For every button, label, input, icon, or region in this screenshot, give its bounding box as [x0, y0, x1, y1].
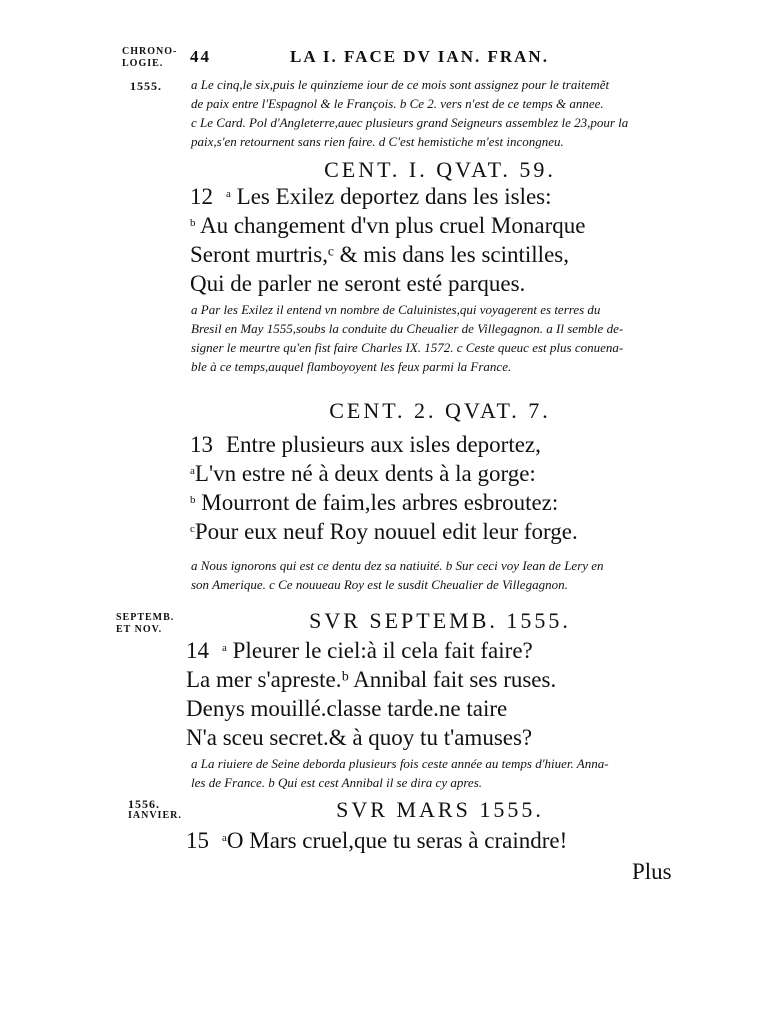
verse-line: La mer s'apreste.ᵇ Annibal fait ses ruses. [186, 667, 557, 692]
page-number: 44 [190, 47, 211, 66]
verse-line: Pleurer le ciel:à il cela fait faire? [232, 638, 533, 663]
note-line: paix,s'en retournent sans rien faire. d C'est hemistiche m'est incongneu. [191, 134, 564, 149]
verse-line: Seront murtris,ᶜ & mis dans les scintilles, [190, 242, 569, 267]
verse-line: Mourront de faim,les arbres esbroutez: [201, 490, 559, 515]
verse-line: Entre plusieurs aux isles deportez, [226, 432, 541, 457]
verse-line: Qui de parler ne seront esté parques. [190, 271, 526, 296]
section-heading: SVR MARS 1555. [336, 797, 544, 822]
running-title: LA I. FACE DV IAN. FRAN. [290, 47, 549, 66]
note-line: c Le Card. Pol d'Angleterre,auec plusieurs grand Seigneurs assemblez le 23,pour la [191, 115, 629, 130]
quatrain-number: 15 [186, 828, 209, 853]
quatrain-number: 12 [190, 184, 213, 209]
catchword: Plus [632, 859, 672, 884]
note-line: signer le meurtre qu'en fist faire Charles IX. 1572. c Ceste queuc est plus conuena- [191, 340, 624, 355]
margin-septemb: SEPTEMB. ET NOV. [116, 612, 175, 635]
note-line: a Le cinq,le six,puis le quinzieme iour de ce mois sont assignez pour le traitemẽt [191, 77, 610, 92]
note-block [191, 754, 691, 792]
note-line: a La riuiere de Seine deborda plusieurs fois ceste année au temps d'hiuer. Anna- [191, 756, 609, 771]
verse-line: Denys mouillé.classe tarde.ne taire [186, 696, 508, 721]
margin-1556: 1556. IANVIER. [128, 797, 182, 821]
note-line: Bresil en May 1555,soubs la conduite du Cheualier de Villegagnon. a Il semble de- [191, 321, 624, 336]
note-line: les de France. b Qui est cest Annibal il se dira cy apres. [191, 775, 483, 790]
verse-line: Au changement d'vn plus cruel Monarque [199, 213, 586, 238]
quatrain-14: 14 $^a$ Pleurer le ciel:à il cela fait faire? La mer s'apreste.ᵇ Annibal fait ses ruses. Denys mouillé.classe tarde.ne taire N'a sceu secret.& à quoy tu t'amuses? [186, 638, 557, 750]
note-line: de paix entre l'Espagnol & le François. b Ce 2. vers n'est de ce temps & annee. [191, 96, 604, 111]
verse-line: Les Exilez deportez dans les isles: [236, 184, 552, 209]
quatrain-number: 13 [190, 432, 213, 457]
verse-line: N'a sceu secret.& à quoy tu t'amuses? [186, 725, 533, 750]
note-line: son Amerique. c Ce nouueau Roy est le susdit Cheualier de Villegagnon. [191, 577, 568, 592]
verse-line: Pour eux neuf Roy nouuel edit leur forge. [194, 519, 578, 544]
note-line: ble à ce temps,auquel flamboyoyent les feux parmi la France. [191, 359, 512, 374]
section-heading: SVR SEPTEMB. 1555. [309, 608, 571, 633]
margin-chronologie: CHRONO- LOGIE. [122, 46, 178, 69]
note-line: a Par les Exilez il entend vn nombre de Caluinistes,qui voyagerent es terres du [191, 302, 601, 317]
quatrain-number: 14 [186, 638, 209, 663]
quatrain-13: 13 Entre plusieurs aux isles deportez, $^a$L'vn estre né à deux dents à la gorge: $^b$ Mourront de faim,les arbres esbroutez: $^c$Pour eux neuf Roy nouuel edit leur forge. [190, 432, 578, 544]
quatrain-12: 12 $^a$ Les Exilez deportez dans les isles: $^b$ Au changement d'vn plus cruel Monarque Seront murtris,ᶜ & mis dans les scintilles, Qui de parler ne seront esté parques. [190, 184, 586, 296]
margin-year-1555: 1555. [130, 79, 162, 93]
verse-line: O Mars cruel,que tu seras à craindre! [226, 828, 568, 853]
section-heading: CENT. I. QVAT. 59. [324, 157, 556, 182]
note-block [191, 556, 691, 594]
section-heading: CENT. 2. QVAT. 7. [329, 398, 551, 423]
verse-line: L'vn estre né à deux dents à la gorge: [194, 461, 536, 486]
note-line: a Nous ignorons qui est ce dentu dez sa natiuité. b Sur ceci voy Iean de Lery en [191, 558, 604, 573]
note-block [191, 300, 691, 376]
note-block-top [191, 75, 691, 151]
quatrain-15: 15 $^a$O Mars cruel,que tu seras à craindre! [186, 828, 568, 853]
